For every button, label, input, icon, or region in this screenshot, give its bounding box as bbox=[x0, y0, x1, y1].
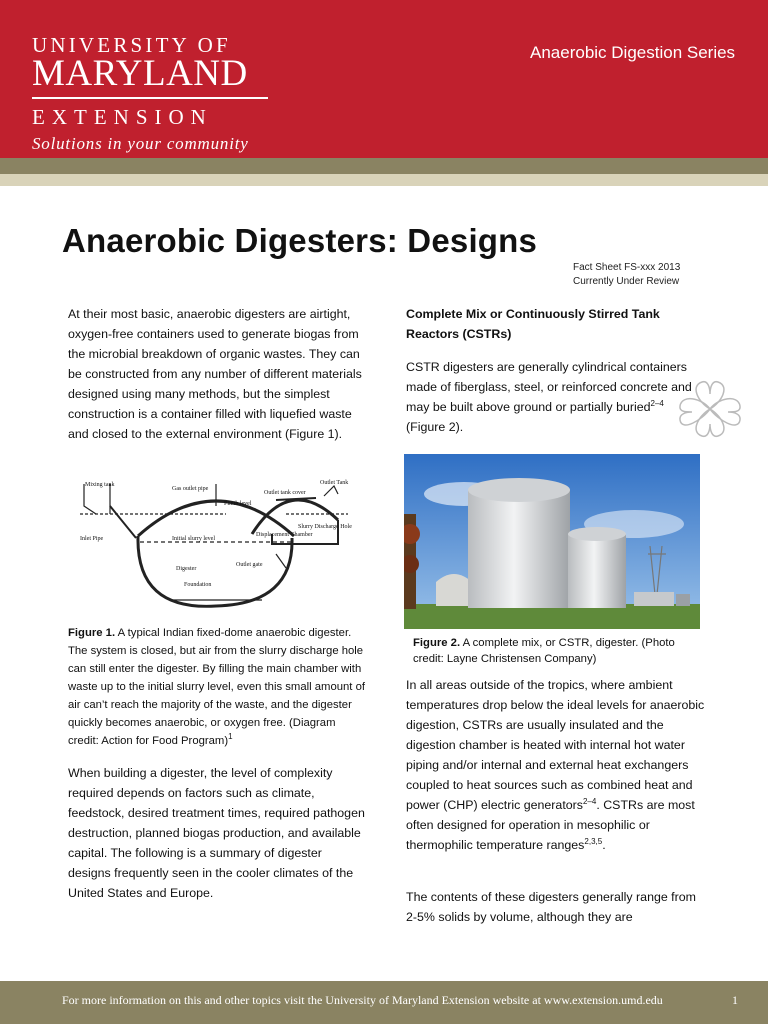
logo-university-of: UNIVERSITY OF bbox=[32, 33, 231, 57]
tropics-text: In all areas outside of the tropics, where ambient temperatures drop below the ideal levels for anaerobic digestion, CSTRs are usually insulated and the digestion chamber is heated with internal hot water piping and/or internal and external heat exchangers coupled to heat sources such as combined heat and power (CHP) electric generators bbox=[406, 678, 705, 812]
figure2-photo bbox=[404, 454, 700, 629]
fact-sheet-number: Fact Sheet FS-xxx 2013 bbox=[573, 262, 681, 273]
figure1-caption-label: Figure 1. bbox=[68, 627, 116, 639]
cstr-ref: 2–4 bbox=[650, 398, 664, 408]
cstr-paragraph bbox=[406, 357, 706, 437]
figure1-diagram bbox=[76, 476, 364, 612]
cstr-end: (Figure 2). bbox=[406, 420, 464, 434]
fig1-label-mixing: Mixing tank bbox=[85, 482, 115, 488]
header-stripe-light bbox=[0, 174, 768, 186]
logo-tagline: Solutions in your community bbox=[32, 134, 249, 153]
review-status: Currently Under Review bbox=[573, 276, 680, 287]
fig1-label-gas-outlet: Gas outlet pipe bbox=[172, 486, 209, 492]
fig1-label-plinth: Plinth level bbox=[224, 501, 252, 507]
series-title: Anaerobic Digestion Series bbox=[530, 43, 736, 62]
tropics-ref: 2–4 bbox=[582, 796, 597, 806]
logo-maryland: MARYLAND bbox=[32, 53, 248, 94]
logo-extension: EXTENSION bbox=[32, 105, 213, 129]
university-logo bbox=[32, 34, 272, 155]
tropics-text2: . CSTRs are most often designed for operation in mesophilic or thermophilic temperature ranges bbox=[406, 798, 695, 852]
figure1-caption-text: A typical Indian fixed-dome anaerobic digester. The system is closed, but air from the slurry discharge hole can still enter the digester. By filling the main chamber with waste up to the initial slurry level, even this small amount of air can’t reach the majority of the waste, and the digester quickly becomes anaerobic, or oxygen free. (Diagram credit: Action for Food Program) bbox=[68, 627, 365, 747]
tropics-paragraph bbox=[406, 675, 706, 855]
logo-rule bbox=[32, 97, 268, 99]
fig1-label-foundation: Foundation bbox=[184, 582, 212, 588]
cstr-heading: Complete Mix or Continuously Stirred Tank Reactors (CSTRs) bbox=[406, 307, 660, 341]
figure1-ref: 1 bbox=[228, 732, 233, 742]
cstr-text: CSTR digesters are generally cylindrical containers made of fiberglass, steel, or reinforced concrete and may be built above ground or partially buried bbox=[406, 360, 692, 414]
footer-text: For more information on this and other topics visit the University of Maryland Extension website at www.extension.umd.edu bbox=[62, 993, 663, 1007]
fig1-label-outlet-tank: Outlet Tank bbox=[320, 480, 349, 486]
fig1-label-slurry-level: Initial slurry level bbox=[172, 536, 215, 542]
figure2-caption bbox=[413, 635, 703, 667]
fig1-label-outlet-gate: Outlet gate bbox=[236, 562, 263, 568]
tropics-ref2: 2,3,5 bbox=[584, 836, 603, 846]
clover-watermark-icon bbox=[668, 376, 752, 442]
complexity-paragraph: When building a digester, the level of complexity required depends on factors such as climate, feedstock, desired treatment times, required pathogen destruction, planned biogas production, and available capital. The following is a summary of digester designs frequently seen in the cooler climates of the United States and Europe. bbox=[68, 766, 365, 900]
figure2-caption-text: A complete mix, or CSTR, digester. (Photo credit: Layne Christensen Company) bbox=[413, 637, 675, 665]
fig1-label-digester: Digester bbox=[176, 566, 197, 572]
fig1-label-outlet-cover: Outlet tank cover bbox=[264, 490, 306, 496]
fig1-label-displacement: Displacement Chamber bbox=[256, 532, 313, 538]
contents-paragraph: The contents of these digesters generally range from 2-5% solids by volume, although they are bbox=[406, 890, 696, 924]
page-number: 1 bbox=[732, 993, 738, 1007]
figure2-caption-label: Figure 2. bbox=[413, 637, 461, 649]
intro-paragraph: At their most basic, anaerobic digesters are airtight, oxygen-free containers used to generate biogas from the microbial breakdown of organic wastes. They can be constructed from any number of different materials designed using many methods, but the simplest construction is a container filled with liquefied waste and closed to the external environment (Figure 1). bbox=[68, 307, 362, 441]
fig1-label-slurry-hole: Slurry Discharge Hole bbox=[298, 524, 352, 530]
figure1-caption bbox=[68, 624, 368, 750]
tropics-end: . bbox=[602, 838, 606, 852]
page-title: Anaerobic Digesters: Designs bbox=[62, 222, 538, 259]
fact-sheet-info bbox=[573, 261, 680, 289]
header-stripe-dark bbox=[0, 158, 768, 174]
fig1-label-inlet: Inlet Pipe bbox=[80, 536, 104, 542]
